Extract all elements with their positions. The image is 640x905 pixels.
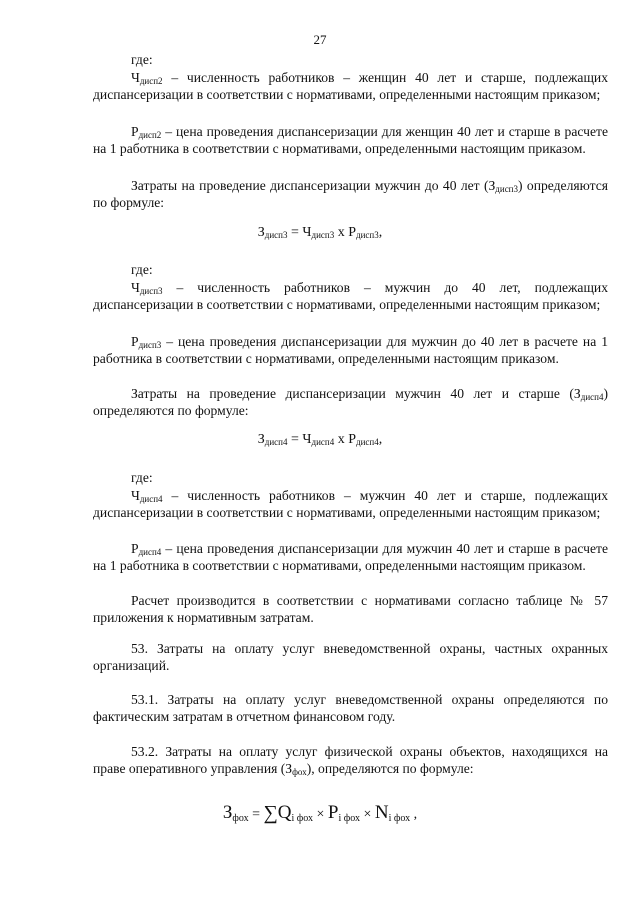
page-number: 27 <box>313 32 327 47</box>
definition-ch-disp3: $Ч_{дисп3}$ – численность работников – мужчин до 40 лет, подлежащих диспансеризации в соответствии с нормативами, определенными настоящим приказом; <box>93 280 608 312</box>
definition-ch-disp4: $Ч_{дисп4}$ – численность работников – мужчин 40 лет и старше, подлежащих диспансеризации в соответствии с нормативами, определенными настоящим приказом; <box>93 488 608 520</box>
where-label-3: где: <box>131 470 153 485</box>
formula-z-disp4: $З_{дисп4} = Ч_{дисп4}$ х $Р_{дисп4}$, <box>257 432 383 447</box>
definition-r-disp2: $Р_{дисп2}$ – цена проведения диспансеризации для женщин 40 лет и старше в расчете на 1 работника в соответствии с нормативами, определенными настоящим приказом. <box>93 124 608 156</box>
definition-ch-disp2: $Ч_{дисп2}$ – численность работников – женщин 40 лет и старше, подлежащих диспансеризации в соответствии с нормативами, определенными настоящим приказом; <box>93 70 608 102</box>
formula-z-foh: $З_{фох} = \sum Q_{i фох} \times P_{i фох} \times N_{i фох}$ , <box>222 802 418 824</box>
definition-r-disp4: $Р_{дисп4}$ – цена проведения диспансеризации для мужчин 40 лет и старше в расчете на 1 работника в соответствии с нормативами, определенными настоящим приказом. <box>93 541 608 573</box>
paragraph-calculation-note: Расчет производится в соответствии с нормативами согласно таблице № 57 приложения к нормативным затратам. <box>93 593 608 625</box>
section-53-2: 53.2. Затраты на оплату услуг физической охраны объектов, находящихся на праве оперативного управления $(З_{фох})$, определяются по формуле: <box>93 744 608 777</box>
paragraph-cost-men-40-plus: Затраты на проведение диспансеризации мужчин 40 лет и старше $(З_{дисп4})$ определяются по формуле: <box>93 386 608 418</box>
sum-symbol: ∑ <box>263 802 278 824</box>
where-label-2: где: <box>131 262 153 277</box>
section-53-1: 53.1. Затраты на оплату услуг вневедомственной охраны определяются по фактическим затратам в отчетном финансовом году. <box>93 692 608 724</box>
definition-r-disp3: $Р_{дисп3}$ – цена проведения диспансеризации для мужчин до 40 лет в расчете на 1 работника в соответствии с нормативами, определенными настоящим приказом. <box>93 334 608 366</box>
formula-z-disp3: $З_{дисп3} = Ч_{дисп3}$ х $Р_{дисп3}$, <box>257 225 383 240</box>
paragraph-cost-men-under-40: Затраты на проведение диспансеризации мужчин до 40 лет $(З_{дисп3})$ определяются по формуле: <box>93 178 608 210</box>
section-53-heading: 53. Затраты на оплату услуг вневедомственной охраны, частных охранных организаций. <box>93 641 608 673</box>
where-label: где: <box>131 52 153 67</box>
